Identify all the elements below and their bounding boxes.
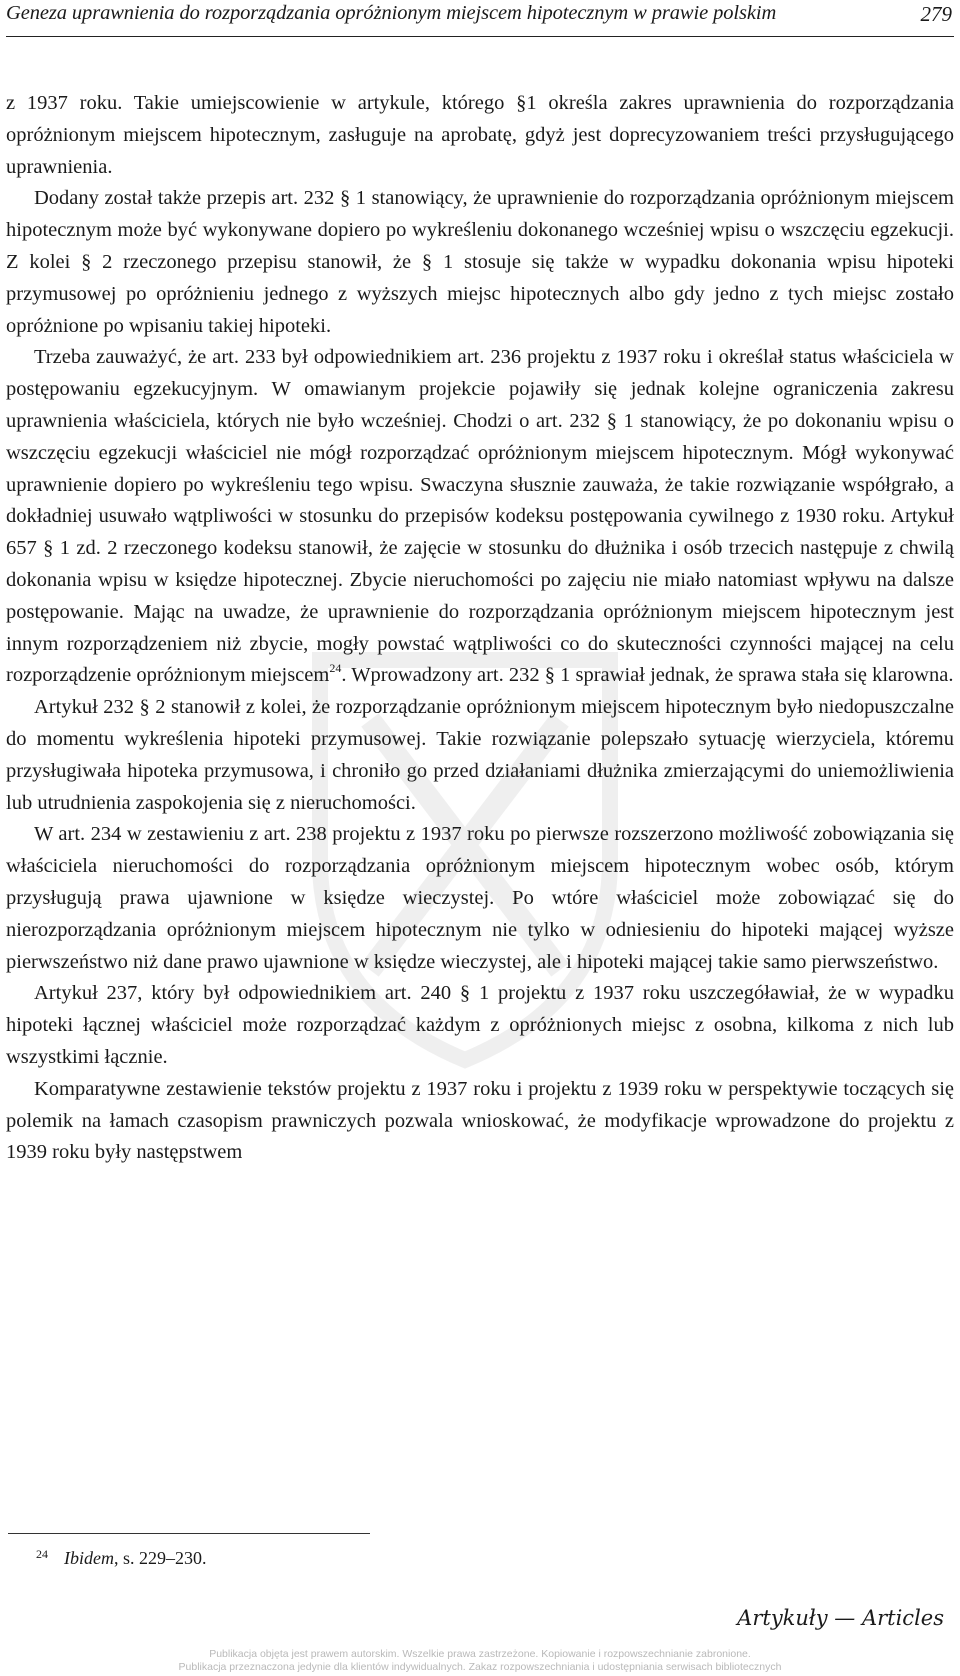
running-header — [6, 0, 954, 37]
footnote-text: , s. 229–230. — [113, 1548, 207, 1568]
footnote-number: 24 — [36, 1547, 48, 1561]
paragraph: Artykuł 237, który był odpowiednikiem art. 240 § 1 projektu z 1937 roku uszczegóławiał, że w wypadku hipoteki łącznej właściciel może rozporządzać każdym z opróżnionych miejsc z osobna, kilkoma z nich lub wszystkimi łącznie. — [6, 982, 954, 1068]
footnote — [36, 1546, 207, 1572]
copyright-notice — [0, 1648, 960, 1674]
paragraph: Artykuł 232 § 2 stanowił z kolei, że rozporządzanie opróżnionym miejscem hipotecznym było niedopuszczalne do momentu wykreślenia hipoteki przymusowej. Takie rozwiązanie polepszało sytuację wierzyciela, któremu przysługiwała hipoteka przymusowa, i chroniło go przed działaniami dłużnika zmierzającymi do uniemożliwienia lub utrudnienia zaspokojenia się z nieruchomości. — [6, 696, 954, 814]
footnote-divider — [8, 1533, 370, 1534]
footnote-reference: 24 — [329, 660, 342, 675]
running-title: Geneza uprawnienia do rozporządzania opróżnionym miejscem hipotecznym w prawie polskim — [6, 2, 777, 24]
paragraph: z 1937 roku. Takie umiejscowienie w artykule, którego §1 określa zakres uprawnienia do rozporządzania opróżnionym miejscem hipotecznym, zasługuje na aprobatę, gdyż jest doprecyzowaniem treści przysługującego uprawnienia. — [6, 92, 954, 178]
paragraph-text: Trzeba zauważyć, że art. 233 był odpowiednikiem art. 236 projektu z 1937 roku i określał status właściciela w postępowaniu egzekucyjnym. W omawianym projekcie pojawiły się jednak kolejne ograniczenia zakresu uprawnienia właściciela, których nie było wcześniej. Chodzi o art. 232 § 1 stanowiący, że po dokonaniu wpisu o wszczęciu egzekucji właściciel nie mógł rozporządzać opróżnionym miejscem hipotecznym. Mógł wykonywać uprawnienie dopiero po wykreśleniu tego wpisu. Swaczyna słusznie zauważa, że takie rozwiązanie współgrało, a dokładniej usuwało wątpliwości w stosunku do przepisów kodeksu postępowania cywilnego z 1930 roku. Artykuł 657 § 1 zd. 2 rzeczonego kodeksu stanowił, że zajęcie w stosunku do dłużnika i osób trzecich następuje z chwilą dokonania wpisu w księdze hipotecznej. Zbycie nieruchomości po zajęciu nie miało natomiast wpływu na dalsze postępowanie. Mając na uwadze, że uprawnienie do rozporządzania opróżnionym miejscem hipotecznym jest innym rozporządzeniem niż zbycie, mogły powstać wątpliwości co do skuteczności czynności mającej na celu rozporządzenie opróżnionym miejscem — [6, 346, 954, 687]
paragraph: W art. 234 w zestawieniu z art. 238 projektu z 1937 roku po pierwsze rozszerzono możliwość zobowiązania się właściciela nieruchomości do rozporządzania opróżnionym miejscem hipotecznym wobec osób, którym przysługują prawa ujawnione w księdze wieczystej. Po wtóre właściciel może zobowiązać się do nierozporządzania opróżnionym miejscem hipotecznym nie tylko w odniesieniu do hipoteki mającej wyższe pierwszeństwo niż dane prawo ujawnione w księdze wieczystej, ale i hipoteki mającej takie samo pierwszeństwo. — [6, 823, 954, 973]
paragraph: Dodany został także przepis art. 232 § 1 stanowiący, że uprawnienie do rozporządzania opróżnionym miejscem hipotecznym może być wykonywane dopiero po wykreśleniu dokonanego wcześniej wpisu o wszczęciu egzekucji. Z kolei § 2 rzeczonego przepisu stanowił, że § 1 stosuje się także w wypadku dokonania wpisu hipoteki przymusowej po opróżnieniu jednego z wyższych miejsc hipotecznych albo gdy jedno z tych miejsc zostało opróżnione po wpisaniu takiej hipoteki. — [6, 187, 954, 337]
section-label: Artykuły — Articles — [737, 1606, 944, 1630]
paragraph — [6, 342, 954, 692]
copyright-line: Publikacja przeznaczona jedynie dla klientów indywidualnych. Zakaz rozpowszechniania i udostępniania serwisach bibliotecznych — [178, 1661, 782, 1673]
paragraph-text: . Wprowadzony art. 232 § 1 sprawiał jednak, że sprawa stała się klarowna. — [341, 664, 954, 687]
page-number: 279 — [920, 2, 952, 26]
footnote-ibidem: Ibidem — [64, 1548, 114, 1568]
paragraph: Komparatywne zestawienie tekstów projektu z 1937 roku i projektu z 1939 roku w perspektywie toczących się polemik na łamach czasopism prawniczych pozwala wnioskować, że modyfikacje wprowadzone do projektu z 1939 roku były następstwem — [6, 1077, 954, 1164]
body-text — [6, 88, 954, 1169]
copyright-line: Publikacja objęta jest prawem autorskim. Wszelkie prawa zastrzeżone. Kopiowanie i rozpowszechnianie zabronione. — [209, 1648, 751, 1660]
